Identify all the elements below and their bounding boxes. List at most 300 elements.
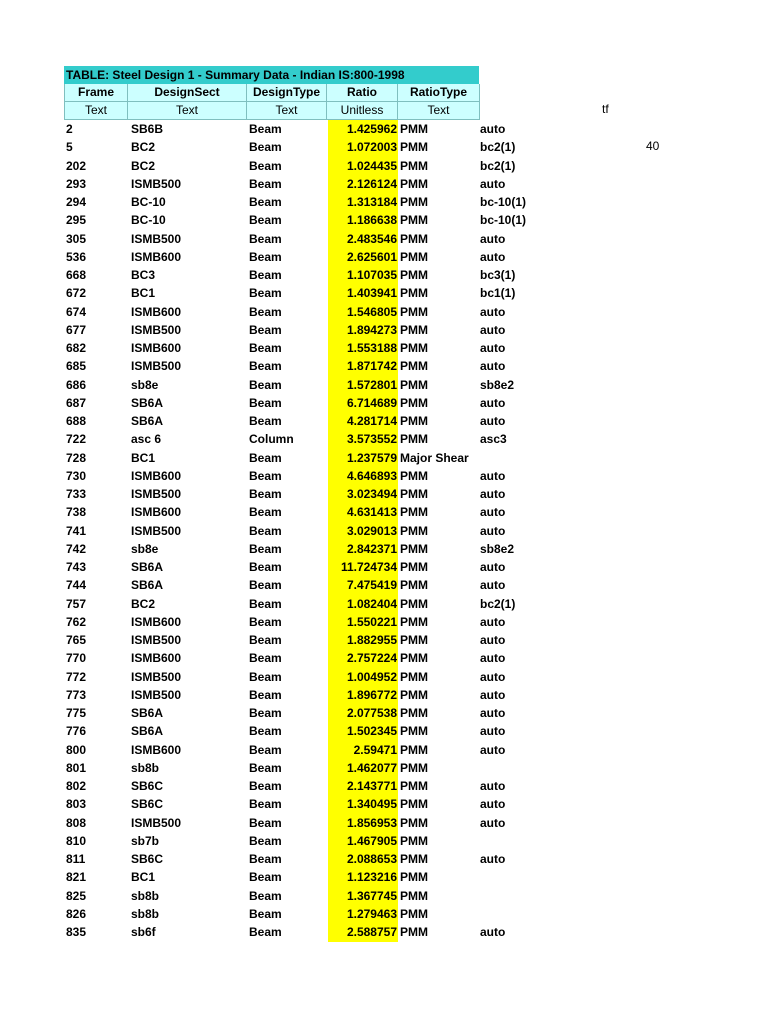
cell-ratiotype[interactable]: PMM bbox=[400, 779, 428, 793]
cell-combo[interactable]: bc1(1) bbox=[480, 286, 516, 301]
cell-combo[interactable]: auto bbox=[480, 614, 506, 629]
cell-ratio[interactable]: 1.502345 bbox=[346, 724, 397, 739]
cell-ratio[interactable]: 7.475419 bbox=[346, 578, 397, 593]
cell-frame[interactable]: 808 bbox=[66, 815, 87, 830]
header-frame[interactable]: Frame bbox=[64, 84, 128, 102]
cell-ratiotype[interactable]: PMM bbox=[400, 432, 428, 447]
cell-designsect[interactable]: SB6A bbox=[131, 395, 164, 410]
cell-frame[interactable]: 305 bbox=[66, 231, 87, 246]
table-row bbox=[0, 321, 768, 339]
cell-ratiotype[interactable]: PMM bbox=[400, 286, 428, 301]
cell-designtype[interactable]: Beam bbox=[249, 341, 282, 355]
cell-designtype[interactable]: Beam bbox=[249, 779, 282, 793]
unit-ratio[interactable]: Unitless bbox=[327, 102, 398, 120]
cell-ratiotype[interactable]: PMM bbox=[400, 213, 428, 228]
cell-frame[interactable]: 800 bbox=[66, 742, 87, 757]
cell-ratiotype[interactable]: PMM bbox=[400, 669, 428, 684]
cell-ratio[interactable]: 2.077538 bbox=[346, 706, 397, 720]
cell-combo[interactable]: auto bbox=[480, 797, 506, 812]
cell-combo[interactable]: auto bbox=[480, 706, 506, 720]
cell-designsect[interactable]: ISMB500 bbox=[131, 359, 182, 374]
cell-frame[interactable]: 741 bbox=[66, 523, 87, 538]
cell-combo[interactable]: auto bbox=[480, 322, 506, 337]
cell-designsect[interactable]: ISMB600 bbox=[131, 505, 182, 520]
cell-designsect[interactable]: sb8b bbox=[131, 888, 160, 903]
cell-frame[interactable]: 742 bbox=[66, 541, 87, 556]
cell-designsect[interactable]: BC1 bbox=[131, 450, 156, 465]
cell-ratiotype[interactable]: PMM bbox=[400, 377, 428, 392]
table-row bbox=[0, 138, 768, 156]
cell-combo[interactable]: auto bbox=[480, 176, 506, 191]
cell-designsect[interactable]: BC2 bbox=[131, 596, 156, 611]
cell-frame[interactable]: 668 bbox=[66, 268, 87, 282]
cell-combo[interactable]: auto bbox=[480, 578, 506, 593]
cell-frame[interactable]: 728 bbox=[66, 450, 87, 465]
header-designtype[interactable]: DesignType bbox=[247, 84, 327, 102]
cell-frame[interactable]: 295 bbox=[66, 213, 87, 228]
cell-combo[interactable]: auto bbox=[480, 249, 506, 264]
cell-designsect[interactable]: BC1 bbox=[131, 286, 156, 301]
cell-ratio[interactable]: 1.237579 bbox=[346, 450, 397, 465]
cell-combo[interactable]: bc2(1) bbox=[480, 596, 516, 611]
cell-ratiotype[interactable]: PMM bbox=[400, 195, 428, 209]
cell-ratiotype[interactable]: PMM bbox=[400, 797, 428, 812]
table-row bbox=[0, 522, 768, 540]
cell-ratiotype[interactable]: PMM bbox=[400, 359, 428, 374]
cell-designtype[interactable]: Beam bbox=[249, 906, 282, 921]
cell-combo[interactable]: auto bbox=[480, 122, 506, 136]
cell-ratio[interactable]: 1.467905 bbox=[346, 833, 397, 848]
cell-ratiotype[interactable]: PMM bbox=[400, 231, 428, 246]
cell-designsect[interactable]: SB6C bbox=[131, 797, 164, 812]
cell-ratio[interactable]: 1.871742 bbox=[346, 359, 397, 374]
cell-ratio[interactable]: 1.186638 bbox=[346, 213, 397, 228]
cell-frame[interactable]: 762 bbox=[66, 614, 87, 629]
cell-ratiotype[interactable]: PMM bbox=[400, 560, 428, 574]
cell-ratiotype[interactable]: Major Shear bbox=[400, 450, 469, 465]
cell-combo[interactable]: auto bbox=[480, 925, 506, 939]
cell-designtype[interactable]: Beam bbox=[249, 231, 282, 246]
cell-designsect[interactable]: sb8b bbox=[131, 906, 160, 921]
cell-designtype[interactable]: Beam bbox=[249, 286, 282, 301]
cell-designtype[interactable]: Beam bbox=[249, 359, 282, 374]
header-designsect[interactable]: DesignSect bbox=[128, 84, 247, 102]
table-row bbox=[0, 175, 768, 193]
cell-frame[interactable]: 802 bbox=[66, 779, 87, 793]
cell-ratiotype[interactable]: PMM bbox=[400, 487, 428, 501]
cell-frame[interactable]: 775 bbox=[66, 706, 87, 720]
cell-ratiotype[interactable]: PMM bbox=[400, 414, 428, 428]
cell-designtype[interactable]: Beam bbox=[249, 122, 282, 136]
cell-frame[interactable]: 5 bbox=[66, 140, 73, 155]
table-row bbox=[0, 211, 768, 229]
cell-designtype[interactable]: Beam bbox=[249, 249, 282, 264]
table-row bbox=[0, 704, 768, 722]
cell-frame[interactable]: 294 bbox=[66, 195, 87, 209]
unit-designtype[interactable]: Text bbox=[247, 102, 327, 120]
cell-ratio[interactable]: 1.572801 bbox=[346, 377, 397, 392]
cell-frame[interactable]: 757 bbox=[66, 596, 87, 611]
cell-frame[interactable]: 743 bbox=[66, 560, 87, 574]
cell-ratiotype[interactable]: PMM bbox=[400, 249, 428, 264]
cell-combo[interactable]: auto bbox=[480, 487, 506, 501]
cell-ratiotype[interactable]: PMM bbox=[400, 815, 428, 830]
cell-ratio[interactable]: 1.072003 bbox=[346, 140, 397, 155]
cell-ratio[interactable]: 1.550221 bbox=[346, 614, 397, 629]
unit-frame[interactable]: Text bbox=[64, 102, 128, 120]
cell-designsect[interactable]: ISMB500 bbox=[131, 176, 182, 191]
cell-combo[interactable]: auto bbox=[480, 560, 506, 574]
cell-frame[interactable]: 773 bbox=[66, 687, 87, 702]
cell-designsect[interactable]: BC-10 bbox=[131, 213, 166, 228]
cell-ratio[interactable]: 1.367745 bbox=[346, 888, 397, 903]
cell-frame[interactable]: 772 bbox=[66, 669, 87, 684]
header-ratiotype[interactable]: RatioType bbox=[398, 84, 480, 102]
cell-ratio[interactable]: 1.004952 bbox=[346, 669, 397, 684]
cell-frame[interactable]: 776 bbox=[66, 724, 87, 739]
cell-combo[interactable]: bc3(1) bbox=[480, 268, 516, 282]
cell-designtype[interactable]: Beam bbox=[249, 304, 282, 319]
cell-tf[interactable]: tf bbox=[602, 102, 609, 116]
cell-ratiotype[interactable]: PMM bbox=[400, 742, 428, 757]
cell-frame[interactable]: 825 bbox=[66, 888, 87, 903]
cell-combo[interactable]: sb8e2 bbox=[480, 541, 515, 556]
cell-designtype[interactable]: Beam bbox=[249, 195, 282, 209]
cell-designtype[interactable]: Beam bbox=[249, 797, 282, 812]
cell-ratio[interactable]: 6.714689 bbox=[346, 395, 397, 410]
cell-designsect[interactable]: SB6B bbox=[131, 122, 164, 136]
cell-ratio[interactable]: 4.281714 bbox=[346, 414, 397, 428]
cell-frame[interactable]: 821 bbox=[66, 870, 87, 885]
cell-designtype[interactable]: Beam bbox=[249, 596, 282, 611]
cell-designsect[interactable]: SB6C bbox=[131, 852, 164, 866]
cell-designsect[interactable]: SB6A bbox=[131, 560, 164, 574]
table-row bbox=[0, 868, 768, 886]
cell-designtype[interactable]: Beam bbox=[249, 760, 282, 775]
table-row bbox=[0, 485, 768, 503]
cell-designsect[interactable]: ISMB600 bbox=[131, 249, 182, 264]
cell-ratio[interactable]: 11.724734 bbox=[340, 560, 397, 574]
cell-designtype[interactable]: Beam bbox=[249, 614, 282, 629]
cell-combo[interactable]: auto bbox=[480, 523, 506, 538]
cell-combo[interactable]: bc-10(1) bbox=[480, 213, 527, 228]
cell-designsect[interactable]: SB6A bbox=[131, 578, 164, 593]
cell-designtype[interactable]: Beam bbox=[249, 833, 282, 848]
cell-ratio[interactable]: 1.279463 bbox=[346, 906, 397, 921]
cell-ratio[interactable]: 2.126124 bbox=[346, 176, 397, 191]
cell-designsect[interactable]: sb8e bbox=[131, 377, 159, 392]
cell-ratio[interactable]: 2.588757 bbox=[346, 925, 397, 939]
cell-designsect[interactable]: SB6A bbox=[131, 724, 164, 739]
cell-designtype[interactable]: Beam bbox=[249, 925, 282, 939]
table-row bbox=[0, 266, 768, 284]
cell-designtype[interactable]: Beam bbox=[249, 742, 282, 757]
cell-combo[interactable]: auto bbox=[480, 651, 506, 666]
cell-designsect[interactable]: ISMB600 bbox=[131, 468, 182, 483]
cell-ratio[interactable]: 1.403941 bbox=[346, 286, 397, 301]
cell-designtype[interactable]: Beam bbox=[249, 578, 282, 593]
cell-designsect[interactable]: ISMB500 bbox=[131, 815, 182, 830]
table-title[interactable]: TABLE: Steel Design 1 - Summary Data - Indian IS:800-1998 bbox=[64, 66, 479, 84]
table-row bbox=[0, 303, 768, 321]
cell-ratio[interactable]: 1.882955 bbox=[346, 633, 397, 647]
cell-ratiotype[interactable]: PMM bbox=[400, 268, 428, 282]
cell-frame[interactable]: 826 bbox=[66, 906, 87, 921]
cell-frame[interactable]: 810 bbox=[66, 833, 87, 848]
cell-ratio[interactable]: 1.553188 bbox=[346, 341, 397, 355]
cell-ratio[interactable]: 2.483546 bbox=[346, 231, 397, 246]
cell-ratio[interactable]: 2.842371 bbox=[346, 541, 397, 556]
cell-combo[interactable]: auto bbox=[480, 395, 506, 410]
cell-frame[interactable]: 686 bbox=[66, 377, 87, 392]
unit-designsect[interactable]: Text bbox=[128, 102, 247, 120]
cell-frame[interactable]: 835 bbox=[66, 925, 87, 939]
cell-ratiotype[interactable]: PMM bbox=[400, 158, 428, 173]
cell-designsect[interactable]: BC3 bbox=[131, 268, 156, 282]
cell-ratiotype[interactable]: PMM bbox=[400, 122, 428, 136]
cell-frame[interactable]: 677 bbox=[66, 322, 87, 337]
cell-designtype[interactable]: Beam bbox=[249, 669, 282, 684]
cell-designsect[interactable]: ISMB500 bbox=[131, 322, 182, 337]
table-row bbox=[0, 668, 768, 686]
cell-designsect[interactable]: ISMB600 bbox=[131, 341, 182, 355]
cell-ratio[interactable]: 2.088653 bbox=[346, 852, 397, 866]
cell-ratio[interactable]: 2.59471 bbox=[353, 742, 397, 757]
cell-designtype[interactable]: Beam bbox=[249, 395, 282, 410]
cell-ratiotype[interactable]: PMM bbox=[400, 724, 428, 739]
cell-frame[interactable]: 733 bbox=[66, 487, 87, 501]
cell-designsect[interactable]: sb8b bbox=[131, 760, 160, 775]
header-ratio[interactable]: Ratio bbox=[327, 84, 398, 102]
cell-combo[interactable]: auto bbox=[480, 468, 506, 483]
cell-designtype[interactable]: Beam bbox=[249, 487, 282, 501]
cell-ratiotype[interactable]: PMM bbox=[400, 906, 428, 921]
cell-frame[interactable]: 730 bbox=[66, 468, 87, 483]
cell-combo[interactable]: auto bbox=[480, 669, 506, 684]
cell-designsect[interactable]: ISMB500 bbox=[131, 633, 182, 647]
cell-combo[interactable]: bc2(1) bbox=[480, 158, 516, 173]
cell-ratiotype[interactable]: PMM bbox=[400, 578, 428, 593]
cell-combo[interactable]: bc2(1) bbox=[480, 140, 516, 155]
cell-frame[interactable]: 687 bbox=[66, 395, 87, 410]
cell-ratio[interactable]: 3.029013 bbox=[346, 523, 397, 538]
cell-designtype[interactable]: Beam bbox=[249, 505, 282, 520]
cell-ratio[interactable]: 4.631413 bbox=[346, 505, 397, 520]
table-row bbox=[0, 284, 768, 302]
cell-designsect[interactable]: BC2 bbox=[131, 158, 156, 173]
table-row bbox=[0, 576, 768, 594]
table-row bbox=[0, 595, 768, 613]
cell-frame[interactable]: 536 bbox=[66, 249, 87, 264]
cell-combo[interactable]: sb8e2 bbox=[480, 377, 515, 392]
cell-combo[interactable]: auto bbox=[480, 815, 506, 830]
cell-designtype[interactable]: Beam bbox=[249, 560, 282, 574]
cell-ratiotype[interactable]: PMM bbox=[400, 633, 428, 647]
cell-frame[interactable]: 674 bbox=[66, 304, 87, 319]
cell-designtype[interactable]: Beam bbox=[249, 377, 282, 392]
cell-ratio[interactable]: 1.082404 bbox=[346, 596, 397, 611]
cell-designtype[interactable]: Beam bbox=[249, 450, 282, 465]
cell-ratio[interactable]: 2.143771 bbox=[346, 779, 397, 793]
cell-designtype[interactable]: Beam bbox=[249, 213, 282, 228]
cell-designtype[interactable]: Beam bbox=[249, 414, 282, 428]
cell-frame[interactable]: 202 bbox=[66, 158, 87, 173]
cell-combo[interactable]: auto bbox=[480, 341, 506, 355]
cell-ratiotype[interactable]: PMM bbox=[400, 322, 428, 337]
cell-ratio[interactable]: 2.625601 bbox=[346, 249, 397, 264]
cell-ratiotype[interactable]: PMM bbox=[400, 614, 428, 629]
cell-ratio[interactable]: 1.107035 bbox=[346, 268, 397, 282]
table-row bbox=[0, 923, 768, 941]
cell-ratiotype[interactable]: PMM bbox=[400, 341, 428, 355]
cell-ratiotype[interactable]: PMM bbox=[400, 523, 428, 538]
cell-designsect[interactable]: asc 6 bbox=[131, 432, 162, 447]
unit-ratiotype[interactable]: Text bbox=[398, 102, 480, 120]
cell-combo[interactable]: bc-10(1) bbox=[480, 195, 527, 209]
cell-ratiotype[interactable]: PMM bbox=[400, 760, 428, 775]
cell-designsect[interactable]: sb7b bbox=[131, 833, 160, 848]
cell-frame[interactable]: 770 bbox=[66, 651, 87, 666]
cell-designtype[interactable]: Beam bbox=[249, 852, 282, 866]
cell-frame[interactable]: 744 bbox=[66, 578, 87, 593]
cell-ratiotype[interactable]: PMM bbox=[400, 833, 428, 848]
cell-ratio[interactable]: 1.462077 bbox=[346, 760, 397, 775]
cell-designsect[interactable]: ISMB500 bbox=[131, 687, 182, 702]
cell-frame[interactable]: 682 bbox=[66, 341, 87, 355]
cell-ratiotype[interactable]: PMM bbox=[400, 468, 428, 483]
cell-ratio[interactable]: 2.757224 bbox=[346, 651, 397, 666]
cell-forty[interactable]: 40 bbox=[646, 139, 660, 153]
cell-designtype[interactable]: Beam bbox=[249, 468, 282, 483]
table-row bbox=[0, 503, 768, 521]
cell-ratio[interactable]: 1.546805 bbox=[346, 304, 397, 319]
cell-designtype[interactable]: Beam bbox=[249, 158, 282, 173]
table-row bbox=[0, 339, 768, 357]
cell-designtype[interactable]: Beam bbox=[249, 176, 282, 191]
cell-ratio[interactable]: 1.896772 bbox=[346, 687, 397, 702]
cell-designsect[interactable]: ISMB600 bbox=[131, 304, 182, 319]
cell-ratiotype[interactable]: PMM bbox=[400, 651, 428, 666]
cell-frame[interactable]: 293 bbox=[66, 176, 87, 191]
cell-ratiotype[interactable]: PMM bbox=[400, 505, 428, 520]
cell-designtype[interactable]: Beam bbox=[249, 140, 282, 155]
cell-ratiotype[interactable]: PMM bbox=[400, 140, 428, 155]
cell-ratiotype[interactable]: PMM bbox=[400, 687, 428, 702]
cell-frame[interactable]: 738 bbox=[66, 505, 87, 520]
cell-combo[interactable]: auto bbox=[480, 414, 506, 428]
cell-frame[interactable]: 2 bbox=[66, 122, 73, 136]
cell-ratiotype[interactable]: PMM bbox=[400, 925, 428, 939]
cell-designsect[interactable]: ISMB500 bbox=[131, 669, 182, 684]
cell-designsect[interactable]: sb8e bbox=[131, 541, 159, 556]
cell-combo[interactable]: auto bbox=[480, 742, 506, 757]
cell-frame[interactable]: 765 bbox=[66, 633, 87, 647]
table-row bbox=[0, 430, 768, 448]
cell-frame[interactable]: 811 bbox=[66, 852, 86, 866]
cell-combo[interactable]: auto bbox=[480, 779, 506, 793]
cell-ratio[interactable]: 1.856953 bbox=[346, 815, 397, 830]
cell-ratiotype[interactable]: PMM bbox=[400, 596, 428, 611]
cell-frame[interactable]: 685 bbox=[66, 359, 87, 374]
cell-designsect[interactable]: ISMB500 bbox=[131, 523, 182, 538]
table-row bbox=[0, 540, 768, 558]
cell-designtype[interactable]: Column bbox=[249, 432, 294, 447]
table-row bbox=[0, 120, 768, 138]
cell-designsect[interactable]: ISMB600 bbox=[131, 651, 182, 666]
cell-frame[interactable]: 672 bbox=[66, 286, 87, 301]
cell-combo[interactable]: auto bbox=[480, 359, 506, 374]
cell-designtype[interactable]: Beam bbox=[249, 687, 282, 702]
cell-frame[interactable]: 688 bbox=[66, 414, 87, 428]
table-row bbox=[0, 613, 768, 631]
cell-designtype[interactable]: Beam bbox=[249, 888, 282, 903]
cell-designtype[interactable]: Beam bbox=[249, 541, 282, 556]
cell-designtype[interactable]: Beam bbox=[249, 706, 282, 720]
cell-designsect[interactable]: SB6C bbox=[131, 779, 164, 793]
cell-combo[interactable]: auto bbox=[480, 724, 506, 739]
cell-ratio[interactable]: 3.573552 bbox=[346, 432, 397, 447]
cell-designsect[interactable]: ISMB600 bbox=[131, 614, 182, 629]
cell-designsect[interactable]: SB6A bbox=[131, 706, 164, 720]
cell-designsect[interactable]: sb6f bbox=[131, 925, 156, 939]
cell-ratio[interactable]: 1.425962 bbox=[346, 122, 397, 136]
cell-frame[interactable]: 801 bbox=[66, 760, 87, 775]
cell-combo[interactable]: auto bbox=[480, 505, 506, 520]
cell-designtype[interactable]: Beam bbox=[249, 870, 282, 885]
cell-designsect[interactable]: SB6A bbox=[131, 414, 164, 428]
cell-designsect[interactable]: ISMB500 bbox=[131, 487, 182, 501]
cell-ratiotype[interactable]: PMM bbox=[400, 395, 428, 410]
cell-ratiotype[interactable]: PMM bbox=[400, 870, 428, 885]
cell-designtype[interactable]: Beam bbox=[249, 268, 282, 282]
cell-ratio[interactable]: 3.023494 bbox=[346, 487, 397, 501]
cell-designtype[interactable]: Beam bbox=[249, 651, 282, 666]
cell-ratio[interactable]: 1.123216 bbox=[346, 870, 397, 885]
cell-combo[interactable]: auto bbox=[480, 633, 506, 647]
cell-designsect[interactable]: BC-10 bbox=[131, 195, 166, 209]
cell-ratio[interactable]: 4.646893 bbox=[346, 468, 397, 483]
cell-ratiotype[interactable]: PMM bbox=[400, 888, 428, 903]
cell-ratiotype[interactable]: PMM bbox=[400, 541, 428, 556]
cell-ratio[interactable]: 1.024435 bbox=[346, 158, 397, 173]
cell-ratiotype[interactable]: PMM bbox=[400, 852, 428, 866]
cell-combo[interactable]: auto bbox=[480, 687, 506, 702]
cell-designsect[interactable]: BC2 bbox=[131, 140, 156, 155]
cell-designtype[interactable]: Beam bbox=[249, 724, 282, 739]
table-row bbox=[0, 631, 768, 649]
table-row bbox=[0, 558, 768, 576]
cell-designsect[interactable]: ISMB500 bbox=[131, 231, 182, 246]
cell-designtype[interactable]: Beam bbox=[249, 322, 282, 337]
cell-designsect[interactable]: BC1 bbox=[131, 870, 156, 885]
cell-ratio[interactable]: 1.894273 bbox=[346, 322, 397, 337]
cell-designtype[interactable]: Beam bbox=[249, 815, 282, 830]
cell-frame[interactable]: 722 bbox=[66, 432, 87, 447]
cell-combo[interactable]: auto bbox=[480, 231, 506, 246]
cell-ratio[interactable]: 1.340495 bbox=[346, 797, 397, 812]
cell-frame[interactable]: 803 bbox=[66, 797, 87, 812]
cell-combo[interactable]: auto bbox=[480, 852, 506, 866]
cell-ratiotype[interactable]: PMM bbox=[400, 304, 428, 319]
cell-combo[interactable]: auto bbox=[480, 304, 506, 319]
cell-designsect[interactable]: ISMB600 bbox=[131, 742, 182, 757]
cell-ratiotype[interactable]: PMM bbox=[400, 176, 428, 191]
cell-designtype[interactable]: Beam bbox=[249, 523, 282, 538]
cell-combo[interactable]: asc3 bbox=[480, 432, 507, 447]
cell-ratio[interactable]: 1.313184 bbox=[346, 195, 397, 209]
cell-designtype[interactable]: Beam bbox=[249, 633, 282, 647]
cell-ratiotype[interactable]: PMM bbox=[400, 706, 428, 720]
